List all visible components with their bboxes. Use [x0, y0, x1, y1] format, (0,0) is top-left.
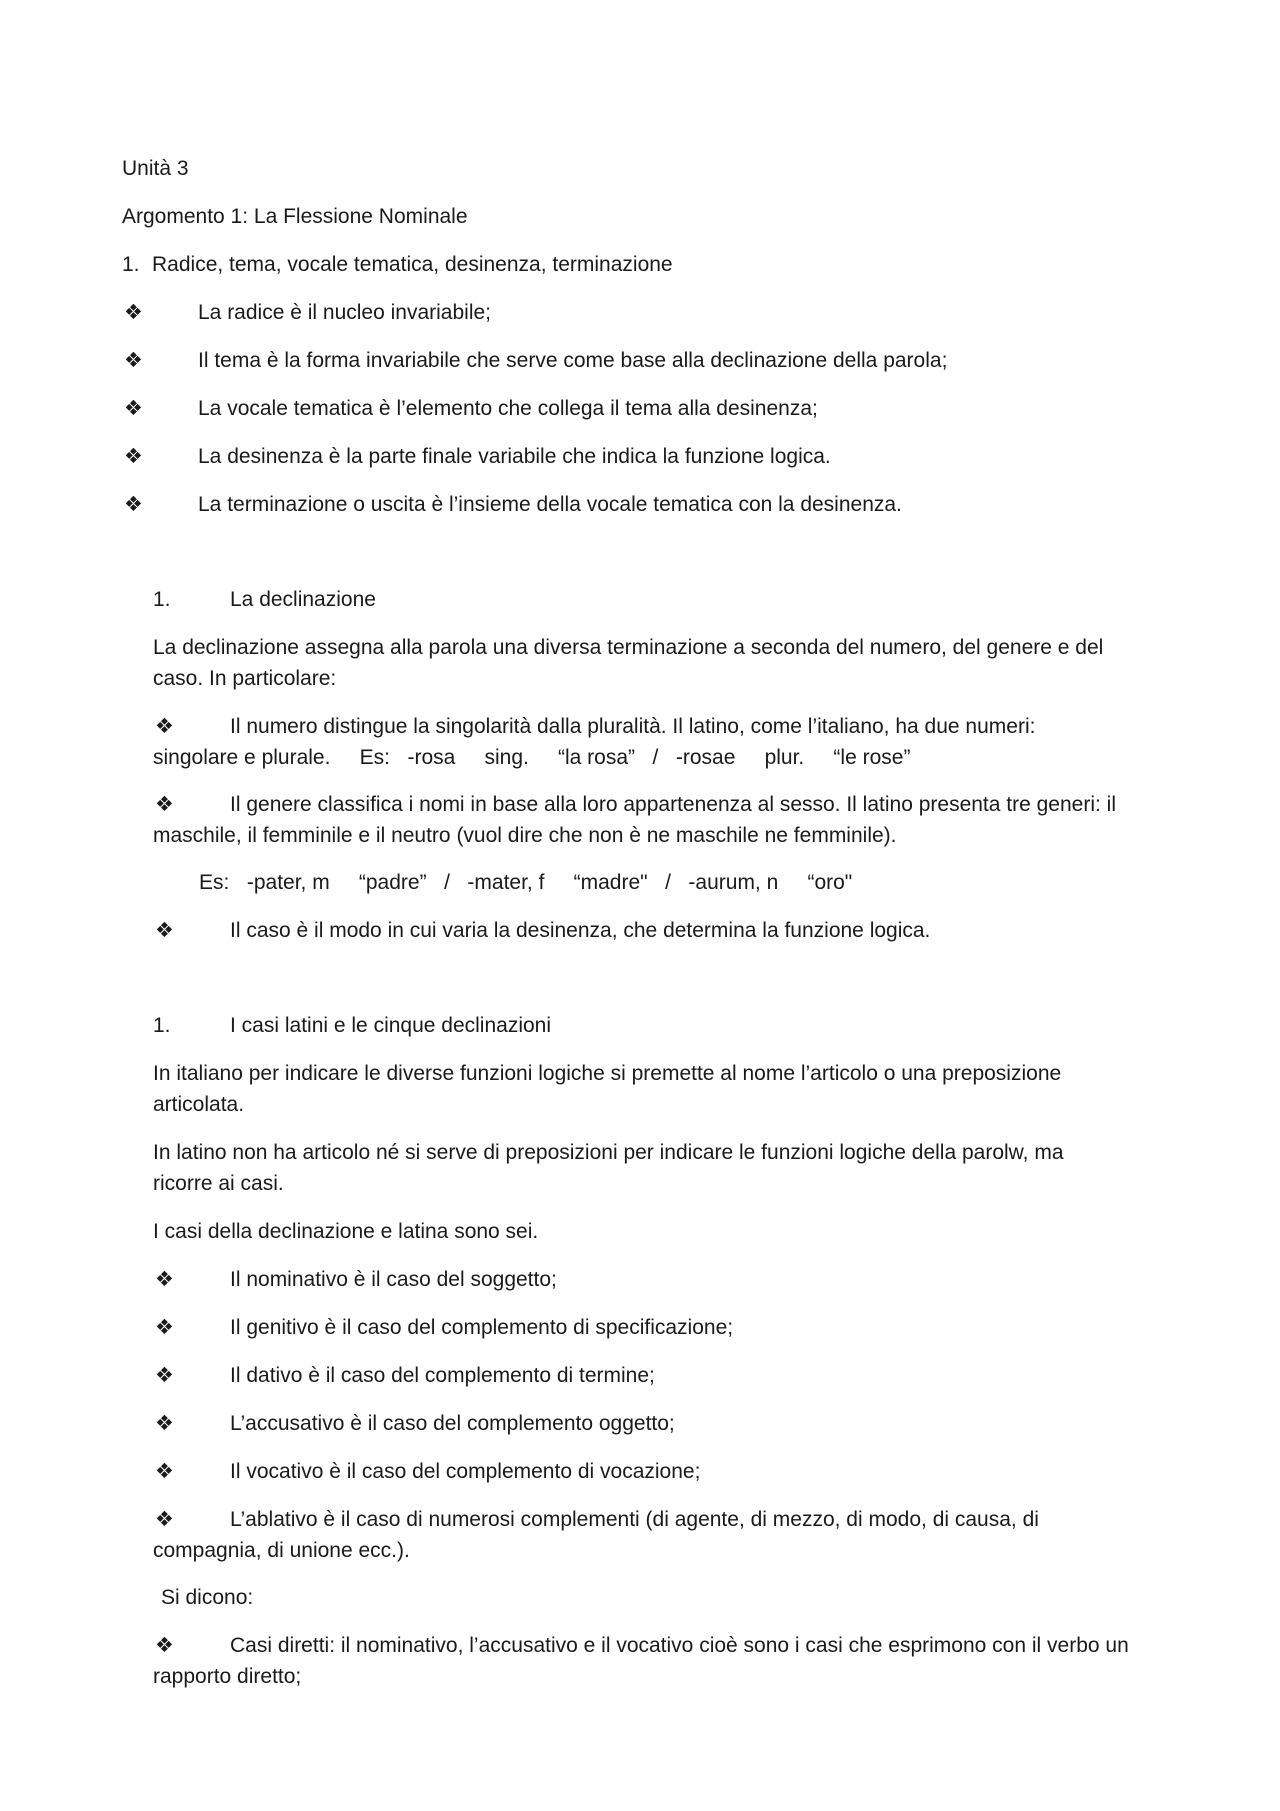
section2-heading: La declinazione: [230, 588, 376, 611]
list-item: La radice è il nucleo invariabile;: [198, 301, 492, 324]
bullet-icon: ❖: [155, 1634, 174, 1657]
bullet-icon: ❖: [124, 445, 143, 468]
bullet-icon: ❖: [124, 349, 143, 372]
casi-diretti-line-1: Casi diretti: il nominativo, l’accusativo e il vocativo cioè sono i casi che esprimono con il verbo un: [230, 1634, 1129, 1657]
bullet-icon: ❖: [124, 493, 143, 516]
section3-heading: I casi latini e le cinque declinazioni: [230, 1014, 552, 1037]
bullet-icon: ❖: [155, 1364, 174, 1387]
ablativo-line-1: L’ablativo è il caso di numerosi complementi (di agente, di mezzo, di modo, di causa, di: [230, 1508, 1039, 1531]
si-dicono: Si dicono:: [161, 1586, 254, 1609]
genere-line-2: maschile, il femminile e il neutro (vuol dire che non è ne maschile ne femminile).: [153, 824, 897, 847]
bullet-icon: ❖: [155, 1268, 174, 1291]
section1-heading: Radice, tema, vocale tematica, desinenza, terminazione: [152, 253, 673, 276]
paragraph: In latino non ha articolo né si serve di preposizioni per indicare le funzioni logiche della parolw, ma ricorre ai casi.: [153, 1141, 1064, 1195]
bullet-icon: ❖: [155, 1460, 174, 1483]
bullet-icon: ❖: [155, 1508, 174, 1531]
bullet-icon: ❖: [155, 919, 174, 942]
caso-line: Il caso è il modo in cui varia la desinenza, che determina la funzione logica.: [230, 919, 931, 942]
section3-number: 1.: [153, 1014, 171, 1037]
list-item: Il vocativo è il caso del complemento di vocazione;: [230, 1460, 701, 1483]
numero-line-1: Il numero distingue la singolarità dalla pluralità. Il latino, come l’italiano, ha due numeri:: [230, 715, 1036, 738]
genere-line-1: Il genere classifica i nomi in base alla loro appartenenza al sesso. Il latino presenta tre generi: il: [230, 793, 1116, 816]
section1-number: 1.: [122, 253, 140, 276]
list-item: La vocale tematica è l’elemento che collega il tema alla desinenza;: [198, 397, 818, 420]
paragraph: I casi della declinazione e latina sono sei.: [153, 1220, 539, 1243]
gender-example: Es: -pater, m “padre” / -mater, f “madre" / -aurum, n “oro": [199, 871, 853, 894]
unit-title: Unità 3: [122, 157, 189, 180]
list-item: Il nominativo è il caso del soggetto;: [230, 1268, 557, 1291]
section2-number: 1.: [153, 588, 171, 611]
section2-intro: La declinazione assegna alla parola una diversa terminazione a seconda del numero, del genere e del caso. In particolare:: [153, 636, 1104, 690]
list-item: Il tema è la forma invariabile che serve come base alla declinazione della parola;: [198, 349, 948, 372]
numero-line-2: singolare e plurale. Es: -rosa sing. “la rosa” / -rosae plur. “le rose”: [153, 746, 911, 769]
list-item: La terminazione o uscita è l’insieme della vocale tematica con la desinenza.: [198, 493, 902, 516]
list-item: La desinenza è la parte finale variabile che indica la funzione logica.: [198, 445, 831, 468]
list-item: Il genitivo è il caso del complemento di specificazione;: [230, 1316, 734, 1339]
bullet-icon: ❖: [155, 793, 174, 816]
bullet-icon: ❖: [124, 301, 143, 324]
bullet-icon: ❖: [124, 397, 143, 420]
casi-diretti-line-2: rapporto diretto;: [153, 1665, 302, 1688]
ablativo-line-2: compagnia, di unione ecc.).: [153, 1539, 410, 1562]
bullet-icon: ❖: [155, 1412, 174, 1435]
list-item: Il dativo è il caso del complemento di termine;: [230, 1364, 655, 1387]
paragraph: In italiano per indicare le diverse funzioni logiche si premette al nome l’articolo o una preposizione articolata.: [153, 1062, 1062, 1116]
list-item: L’accusativo è il caso del complemento oggetto;: [230, 1412, 675, 1435]
topic-title: Argomento 1: La Flessione Nominale: [122, 205, 468, 228]
bullet-icon: ❖: [155, 715, 174, 738]
bullet-icon: ❖: [155, 1316, 174, 1339]
